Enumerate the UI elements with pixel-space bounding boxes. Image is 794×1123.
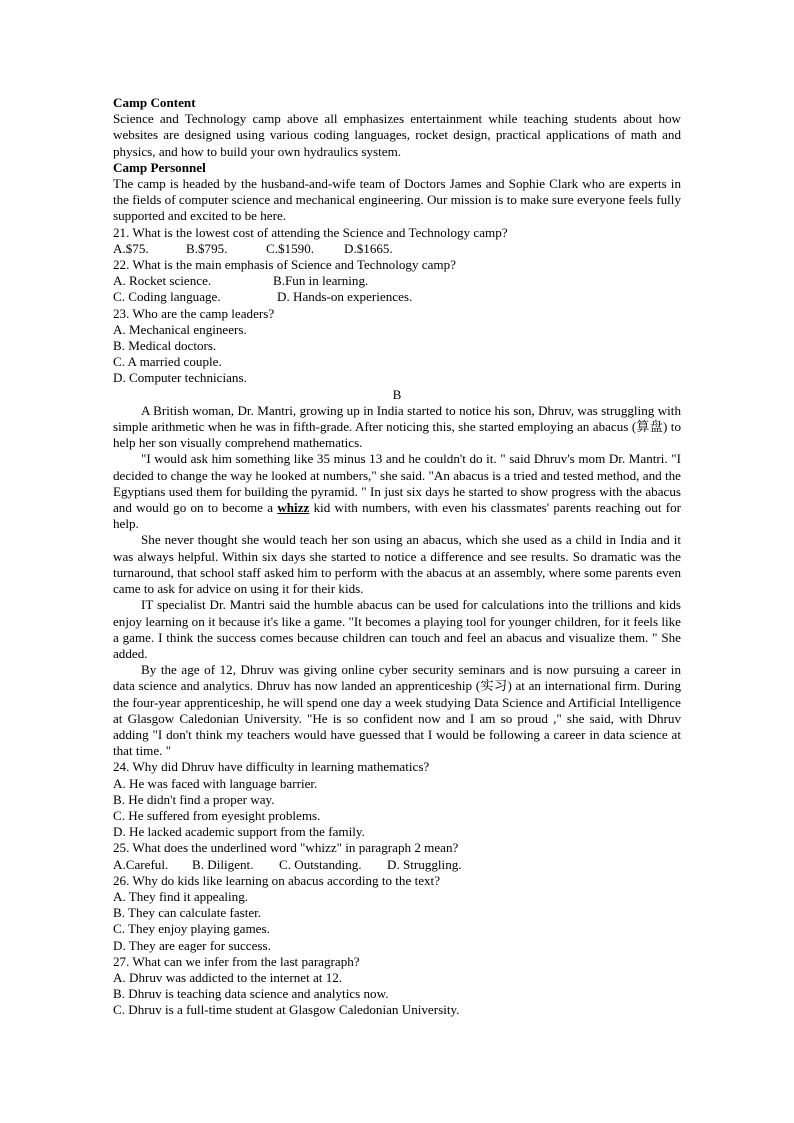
question-21-stem: 21. What is the lowest cost of attending the Science and Technology camp? <box>113 224 508 240</box>
option-a: A. They find it appealing. <box>113 888 249 904</box>
camp-content-heading: Camp Content <box>113 95 196 110</box>
section-b-label: B <box>392 386 402 402</box>
question-22-stem: 22. What is the main emphasis of Science and Technology camp? <box>113 257 456 273</box>
passage-paragraph-3: She never thought she would teach her son using an abacus, which she used as a child in India and it was always helpful. Within six days she started to notice a difference and see results. So dramatic was the turnaround, that school staff asked him to perform with the abacus at an assembly, where some parents even came to ask for advice on using it for their kids. <box>113 532 681 597</box>
option-c: C.$1590. <box>266 240 315 256</box>
option-b: B. Medical doctors. <box>113 338 217 354</box>
option-d: D. Hands-on experiences. <box>277 289 413 305</box>
document-page <box>113 95 681 1019</box>
underlined-word-whizz: whizz <box>277 500 310 516</box>
option-b: B. He didn't find a proper way. <box>113 791 275 807</box>
camp-personnel-text: The camp is headed by the husband-and-wife team of Doctors James and Sophie Clark who are experts in the fields of computer science and mechanical engineering. Our mission is to make sure everyone feels fully supported and excited to be here. <box>113 176 681 224</box>
option-c: C. They enjoy playing games. <box>113 921 270 937</box>
option-d: D. Computer technicians. <box>113 370 247 386</box>
question-21-options <box>113 241 681 257</box>
paragraph-2-text-before: "I would ask him something like 35 minus 13 and he couldn't do it. " said Dhruv's mom Dr. Mantri. "I decided to change the way he looked at numbers," she said. "An abacus is a tried and tested method, and the Egyptians used them for building the pyramid. " In just six days he started to show progress with the abacus and would go on to become a <box>113 451 681 516</box>
question-23-stem: 23. Who are the camp leaders? <box>113 305 275 321</box>
option-a: A.$75. <box>113 240 149 256</box>
passage-paragraph-2 <box>113 451 681 532</box>
question-22-options-ab <box>113 273 681 289</box>
option-b: B.Fun in learning. <box>273 273 369 289</box>
question-27-stem: 27. What can we infer from the last paragraph? <box>113 953 360 969</box>
option-b: B.$795. <box>186 240 228 256</box>
option-d: D. He lacked academic support from the family. <box>113 824 365 840</box>
option-a: A. He was faced with language barrier. <box>113 775 318 791</box>
option-d: D. Struggling. <box>387 856 462 872</box>
question-24-stem: 24. Why did Dhruv have difficulty in learning mathematics? <box>113 759 430 775</box>
passage-paragraph-1: A British woman, Dr. Mantri, growing up in India started to notice his son, Dhruv, was struggling with simple arithmetic when he was in fifth-grade. After noticing this, she started employing an abacus (算盘) to help her son visually comprehend mathematics. <box>113 402 681 451</box>
option-d: D. They are eager for success. <box>113 937 271 953</box>
option-a: A. Dhruv was addicted to the internet at 12. <box>113 969 343 985</box>
question-26-stem: 26. Why do kids like learning on abacus according to the text? <box>113 872 441 888</box>
camp-content-text: Science and Technology camp above all emphasizes entertainment while teaching students about how websites are designed using various coding languages, rocket design, practical applications of math and physics, and how to build your own hydraulics system. <box>113 111 681 159</box>
question-25-options <box>113 857 681 873</box>
option-b: B. They can calculate faster. <box>113 905 262 921</box>
passage-paragraph-5: By the age of 12, Dhruv was giving online cyber security seminars and is now pursuing a career in data science and analytics. Dhruv has now landed an apprenticeship (实习) at an international firm. During the four-year apprenticeship, he will spend one day a week studying Data Science and Artificial Intelligence at Glasgow Caledonian University. "He is so confident now and I am so proud ," she said, with Dhruv adding "I don't think my teachers would have guessed that I would be following a career in data science at that time. " <box>113 662 681 759</box>
option-c: C. Dhruv is a full-time student at Glasgow Caledonian University. <box>113 1002 460 1018</box>
question-22-options-cd <box>113 289 681 305</box>
paragraph-2-text-after: kid with numbers, with even his classmates' parents reaching out for help. <box>113 500 681 532</box>
option-a: A. Rocket science. <box>113 273 212 289</box>
option-a: A.Careful. <box>113 856 169 872</box>
option-c: C. Outstanding. <box>279 856 362 872</box>
option-a: A. Mechanical engineers. <box>113 321 247 337</box>
option-b: B. Dhruv is teaching data science and analytics now. <box>113 986 389 1002</box>
camp-personnel-heading: Camp Personnel <box>113 159 206 175</box>
option-c: C. He suffered from eyesight problems. <box>113 807 321 823</box>
passage-paragraph-4: IT specialist Dr. Mantri said the humble abacus can be used for calculations into the trillions and kids enjoy learning on it because it's like a game. "It becomes a playing tool for younger children, for it feels like a game. I think the success comes because children can touch and feel an abacus and visualize them. " She added. <box>113 597 681 661</box>
option-c: C. A married couple. <box>113 354 222 370</box>
option-d: D.$1665. <box>344 240 393 256</box>
option-b: B. Diligent. <box>192 856 254 872</box>
option-c: C. Coding language. <box>113 289 221 305</box>
question-25-stem: 25. What does the underlined word "whizz" in paragraph 2 mean? <box>113 840 459 856</box>
